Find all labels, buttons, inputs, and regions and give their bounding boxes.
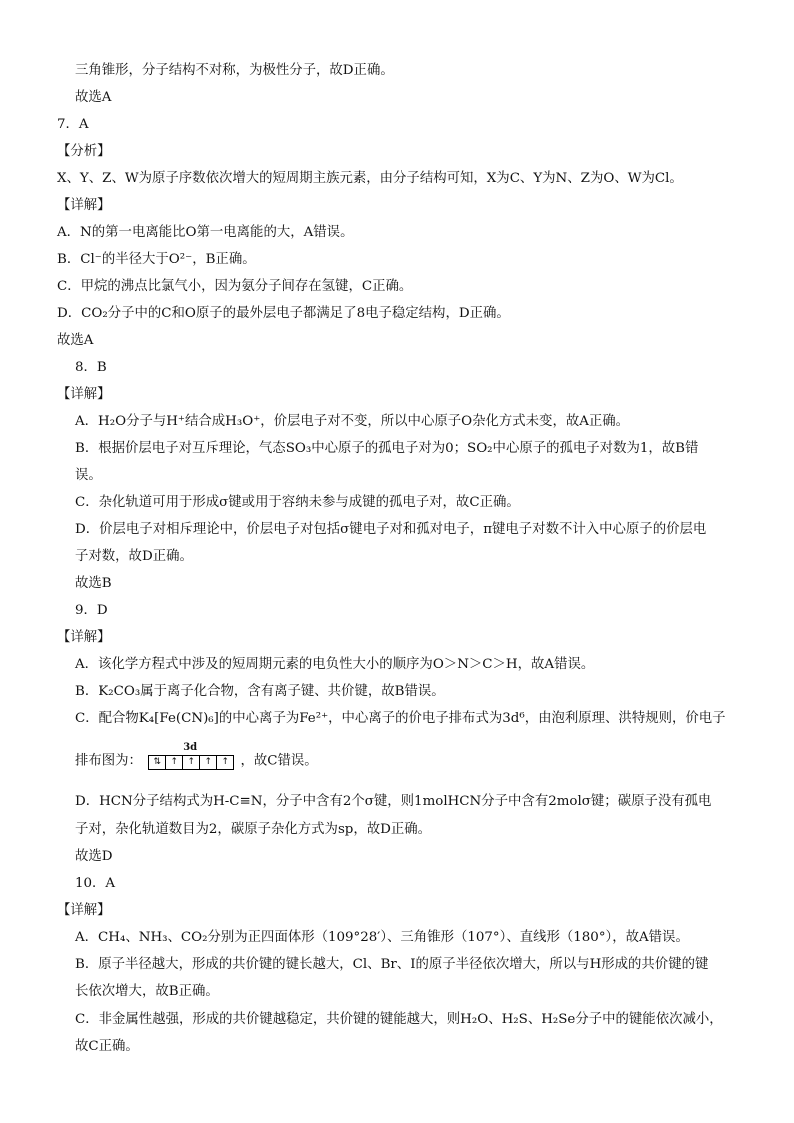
orbital-box: ↑ <box>221 757 229 767</box>
text-line: ，故C错误。 <box>240 753 318 769</box>
section-heading: 【详解】 <box>57 630 111 645</box>
text-line: 长依次增大，故B正确。 <box>75 984 219 999</box>
text-line: B．原子半径越大，形成的共价键的键长越大，Cl、Br、I的原子半径依次增大，所以与H形成的共价键的键 <box>75 957 709 972</box>
text-line: B．根据价层电子对互斥理论，气态SO₃中心原子的孤电子对为0；SO₂中心原子的孤电子对数为1，故B错 <box>75 441 699 456</box>
text-line: B．Cl⁻的半径大于O²⁻，B正确。 <box>57 252 256 267</box>
orbital-box: ↑ <box>183 756 200 769</box>
text-line: A．该化学方程式中涉及的短周期元素的电负性大小的顺序为O＞N＞C＞H，故A错误。 <box>75 657 595 672</box>
text-line: 故选A <box>57 333 94 348</box>
text-line: 三角锥形，分子结构不对称，为极性分子，故D正确。 <box>75 63 394 78</box>
orbital-diagram <box>148 742 234 770</box>
text-line: C．配合物K₄[Fe(CN)₆]的中心离子为Fe²⁺，中心离子的价电子排布式为3d⁶，由泡利原理、洪特规则，价电子 <box>75 711 726 726</box>
text-line: D．CO₂分子中的C和O原子的最外层电子都满足了8电子稳定结构，D正确。 <box>57 306 510 321</box>
text-line: A．H₂O分子与H⁺结合成H₃O⁺，价层电子对不变，所以中心原子O杂化方式未变，故A正确。 <box>75 414 630 429</box>
question-number: 8．B <box>75 360 107 375</box>
text-line: 子对，杂化轨道数目为2，碳原子杂化方式为sp，故D正确。 <box>75 822 432 837</box>
orbital-label: 3d <box>183 742 198 753</box>
text-line: B．K₂CO₃属于离子化合物，含有离子键、共价键，故B错误。 <box>75 684 445 699</box>
question-number: 9．D <box>75 603 108 618</box>
section-heading: 【详解】 <box>57 903 111 918</box>
orbital-box: ↑ <box>166 756 183 769</box>
text-line: D．价层电子对相斥理论中，价层电子对包括σ键电子对和孤对电子，π键电子对数不计入中心原子的价层电 <box>75 522 707 537</box>
question-number: 7．A <box>57 117 89 132</box>
text-line: 故C正确。 <box>75 1039 139 1054</box>
text-line: C．甲烷的沸点比氯气小，因为氨分子间存在氢键，C正确。 <box>57 279 413 294</box>
text-line: 误。 <box>75 468 102 483</box>
text-line: 排布图为： <box>75 753 142 769</box>
orbital-line <box>75 742 318 771</box>
orbital-box: ⇅ <box>149 756 166 769</box>
text-line: C．非金属性越强，形成的共价键越稳定，共价键的键能越大，则H₂O、H₂S、H₂Se分子中的键能依次减小， <box>75 1012 723 1027</box>
text-line: 子对数，故D正确。 <box>75 549 193 564</box>
section-heading: 【分析】 <box>57 144 111 159</box>
text-line: C．杂化轨道可用于形成σ键或用于容纳未参与成键的孤电子对，故C正确。 <box>75 495 520 510</box>
section-heading: 【详解】 <box>57 198 111 213</box>
text-line: D．HCN分子结构式为H-C≡N，分子中含有2个σ键，则1molHCN分子中含有2molσ键；碳原子没有孤电 <box>75 794 712 809</box>
text-line: A．CH₄、NH₃、CO₂分别为正四面体形（109°28′）、三角锥形（107°）、直线形（180°），故A错误。 <box>75 930 689 945</box>
orbital-box: ↑ <box>200 756 217 769</box>
text-line: 故选A <box>75 90 112 105</box>
text-line: 故选B <box>75 576 112 591</box>
question-number: 10．A <box>75 876 116 891</box>
text-line: A．N的第一电离能比O第一电离能的大，A错误。 <box>57 225 354 240</box>
text-line: 故选D <box>75 849 113 864</box>
section-heading: 【详解】 <box>57 387 111 402</box>
text-line: X、Y、Z、W为原子序数依次增大的短周期主族元素，由分子结构可知，X为C、Y为N、Z为O、W为Cl。 <box>57 171 683 186</box>
